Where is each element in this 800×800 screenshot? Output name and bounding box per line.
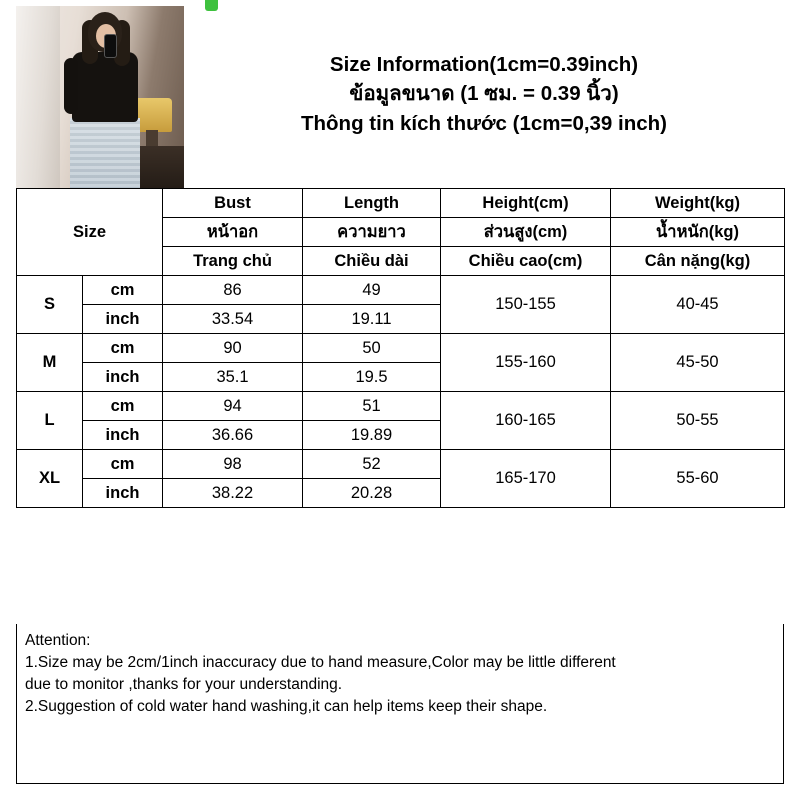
attention-line-1: 1.Size may be 2cm/1inch inaccuracy due to hand measure,Color may be little different [25,654,616,671]
row-s-bust-inch: 33.54 [163,305,303,334]
photo-model-phone [104,34,117,58]
row-s-bust-cm: 86 [163,276,303,305]
photo-model-jeans-texture [70,118,140,188]
row-l-bust-inch: 36.66 [163,421,303,450]
table-row [17,392,785,421]
row-size-xl: XL [17,450,83,508]
row-s-height: 150-155 [441,276,611,334]
row-s-unit-cm: cm [83,276,163,305]
row-m-bust-inch: 35.1 [163,363,303,392]
header-size-label: Size [17,189,163,276]
header-length-en: Length [303,189,441,218]
row-size-s: S [17,276,83,334]
row-m-unit-inch: inch [83,363,163,392]
row-l-bust-cm: 94 [163,392,303,421]
row-m-length-cm: 50 [303,334,441,363]
header-bust-en: Bust [163,189,303,218]
row-xl-height: 165-170 [441,450,611,508]
row-l-weight: 50-55 [611,392,785,450]
header-weight-vi: Cân nặng(kg) [611,247,785,276]
row-size-m: M [17,334,83,392]
header-weight-th: น้ำหนัก(kg) [611,218,785,247]
row-l-height: 160-165 [441,392,611,450]
row-m-height: 155-160 [441,334,611,392]
attention-line-2: due to monitor ,thanks for your understanding. [25,676,343,693]
header-length-th: ความยาว [303,218,441,247]
row-xl-length-cm: 52 [303,450,441,479]
row-xl-unit-inch: inch [83,479,163,508]
row-s-unit-inch: inch [83,305,163,334]
row-l-length-cm: 51 [303,392,441,421]
row-m-length-inch: 19.5 [303,363,441,392]
table-row [17,450,785,479]
header-height-th: ส่วนสูง(cm) [441,218,611,247]
row-l-unit-inch: inch [83,421,163,450]
table-row [17,276,785,305]
row-xl-length-inch: 20.28 [303,479,441,508]
size-table [16,188,785,508]
header-height-vi: Chiều cao(cm) [441,247,611,276]
row-s-weight: 40-45 [611,276,785,334]
photo-model-arm [64,58,78,114]
header-height-en: Height(cm) [441,189,611,218]
row-m-weight: 45-50 [611,334,785,392]
table-header-row-en [17,189,785,218]
row-xl-unit-cm: cm [83,450,163,479]
row-l-length-inch: 19.89 [303,421,441,450]
row-xl-bust-cm: 98 [163,450,303,479]
title-block [184,6,784,188]
row-s-length-cm: 49 [303,276,441,305]
header-length-vi: Chiều dài [303,247,441,276]
header-band [16,6,784,188]
attention-heading: Attention: [25,632,91,649]
title-line-th: ข้อมูลขนาด (1 ซม. = 0.39 นิ้ว) [349,82,619,106]
header-bust-th: หน้าอก [163,218,303,247]
row-xl-bust-inch: 38.22 [163,479,303,508]
attention-line-3: 2.Suggestion of cold water hand washing,it can help items keep their shape. [25,698,548,715]
title-line-en: Size Information(1cm=0.39inch) [329,53,639,77]
header-bust-vi: Trang chủ [163,247,303,276]
row-s-length-inch: 19.11 [303,305,441,334]
table-row [17,334,785,363]
row-size-l: L [17,392,83,450]
row-l-unit-cm: cm [83,392,163,421]
photo-curtain [16,6,60,188]
product-photo [16,6,184,188]
row-m-unit-cm: cm [83,334,163,363]
row-xl-weight: 55-60 [611,450,785,508]
attention-block [16,624,784,784]
title-line-vi: Thông tin kích thước (1cm=0,39 inch) [300,111,668,135]
header-weight-en: Weight(kg) [611,189,785,218]
row-m-bust-cm: 90 [163,334,303,363]
